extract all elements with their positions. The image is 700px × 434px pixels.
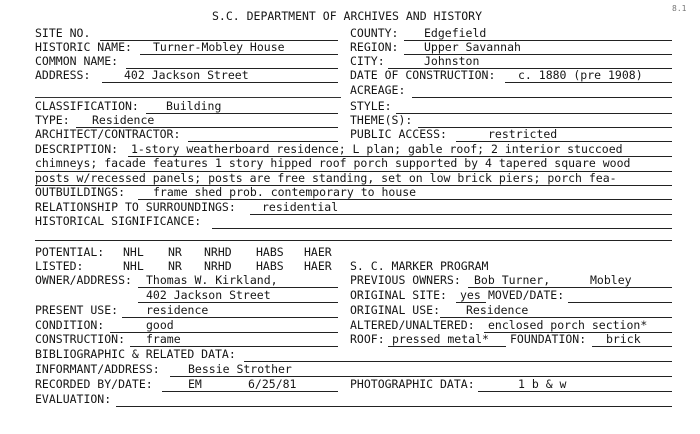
recorded-by-line [162,391,338,392]
historical-significance-line-2 [35,240,672,241]
foundation-value: brick [606,332,641,346]
county-value: Edgefield [424,26,487,40]
acreage-line [412,97,672,98]
date-of-construction-value: c. 1880 (pre 1908) [518,68,643,82]
original-use-value: Residence [466,303,529,317]
outbuildings-value: frame shed prob. contemporary to house [153,185,417,199]
moved-date-label: MOVED/DATE: [488,288,565,302]
page-title: S.C. DEPARTMENT OF ARCHIVES AND HISTORY [212,9,483,23]
potential-haer: HAER [304,245,332,259]
informant-value: Bessie Strother [188,362,292,376]
evaluation-line [116,406,672,407]
address-line [102,82,338,83]
classification-value: Building [166,99,222,113]
description-line-1: 1-story weatherboard residence; L plan; gable roof; 2 interior stuccoed [131,142,623,156]
style-line [396,113,672,114]
listed-nhl: NHL [123,259,144,273]
original-use-label: ORIGINAL USE: [350,303,441,317]
present-use-label: PRESENT USE: [35,303,119,317]
type-label: TYPE: [35,113,70,127]
historical-significance-line-1 [212,228,672,229]
page-mark: 8.1 [672,4,687,13]
listed-habs: HABS [256,259,284,273]
historic-name-value: Turner-Mobley House [153,40,285,54]
city-value: Johnston [424,54,480,68]
moved-date-line [568,302,672,303]
region-value: Upper Savannah [424,40,521,54]
outbuildings-label: OUTBUILDINGS: [35,185,126,199]
relationship-value: residential [262,200,339,214]
present-use-value: residence [146,303,209,317]
address-value: 402 Jackson Street [124,68,249,82]
altered-value: enclosed porch section* [488,318,648,332]
photographic-data-label: PHOTOGRAPHIC DATA: [350,377,475,391]
bibliographic-line [244,361,672,362]
recorded-date-value: 6/25/81 [248,377,297,391]
condition-label: CONDITION: [35,318,105,332]
historic-name-line [140,54,338,55]
acreage-label: ACREAGE: [350,83,406,97]
owner-line-2: 402 Jackson Street [146,288,271,302]
listed-nr: NR [168,259,182,273]
bibliographic-label: BIBLIOGRAPHIC & RELATED DATA: [35,347,236,361]
altered-label: ALTERED/UNALTERED: [350,318,475,332]
county-label: COUNTY: [350,26,399,40]
city-label: CITY: [350,54,385,68]
potential-habs: HABS [256,245,284,259]
owner-line-1: Thomas W. Kirkland, [146,273,278,287]
photographic-data-value: 1 b & w [518,377,567,391]
site-no-label: SITE NO. [35,26,91,40]
date-of-construction-line [505,82,672,83]
potential-nr: NR [168,245,182,259]
potential-nrhd: NRHD [204,245,232,259]
original-site-value: yes [460,288,481,302]
roof-line [388,346,506,347]
public-access-label: PUBLIC ACCESS: [350,127,447,141]
recorded-by-label: RECORDED BY/DATE: [35,377,153,391]
previous-owners-value-1: Bob Turner, [474,273,551,287]
foundation-line [592,346,672,347]
region-label: REGION: [350,40,399,54]
condition-line [110,332,338,333]
classification-label: CLASSIFICATION: [35,99,139,113]
listed-nrhd: NRHD [204,259,232,273]
marker-program-label: S. C. MARKER PROGRAM [350,259,489,273]
description-line-2: chimneys; facade features 1 story hipped roof porch supported by 4 tapered square wood [35,156,631,170]
informant-label: INFORMANT/ADDRESS: [35,362,160,376]
architect-contractor-label: ARCHITECT/CONTRACTOR: [35,127,181,141]
address-label: ADDRESS: [35,68,91,82]
potential-nhl: NHL [123,245,144,259]
style-label: STYLE: [350,99,392,113]
public-access-value: restricted [488,127,558,141]
type-value: Residence [92,113,155,127]
relationship-line [250,214,672,215]
original-site-label: ORIGINAL SITE: [350,288,447,302]
description-label: DESCRIPTION: [35,142,119,156]
description-line-3: posts w/recessed panels; posts are free standing, set on low brick piers; porch fea- [35,171,617,185]
previous-owners-label: PREVIOUS OWNERS: [350,273,461,287]
construction-value: frame [146,332,181,346]
previous-owners-value-2: Mobley [590,273,632,287]
relationship-label: RELATIONSHIP TO SURROUNDINGS: [35,200,236,214]
recorded-by-value: EM [188,377,202,391]
historical-significance-label: HISTORICAL SIGNIFICANCE: [35,214,202,228]
common-name-label: COMMON NAME: [35,54,119,68]
listed-label: LISTED: [35,259,84,273]
date-of-construction-label: DATE OF CONSTRUCTION: [350,68,496,82]
theme-label: THEME(S): [350,113,413,127]
historic-name-label: HISTORIC NAME: [35,40,132,54]
construction-label: CONSTRUCTION: [35,332,126,346]
roof-label: ROOF: [350,332,385,346]
photographic-data-line [478,391,672,392]
roof-value: pressed metal* [392,332,489,346]
potential-label: POTENTIAL: [35,245,105,259]
section-divider-1 [35,97,341,98]
condition-value: good [146,318,174,332]
classification-line [146,113,338,114]
evaluation-label: EVALUATION: [35,392,112,406]
listed-haer: HAER [304,259,332,273]
foundation-label: FOUNDATION: [510,332,587,346]
owner-address-label: OWNER/ADDRESS: [35,273,132,287]
